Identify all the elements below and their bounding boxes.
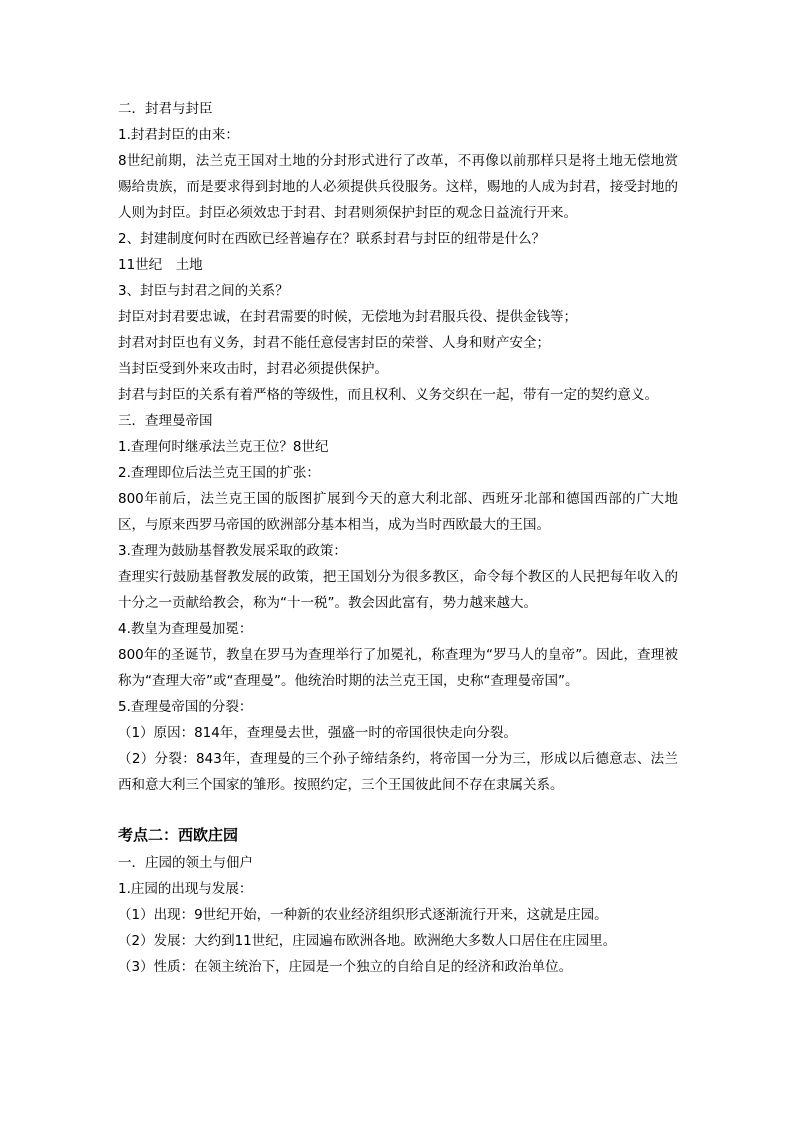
text-line-c1: 1.查理何时继承法兰克王位？8世纪	[118, 439, 329, 455]
text-line-d5: （3）性质：在领主统治下，庄园是一个独立的自给自足的经济和政治单位。	[118, 959, 573, 975]
section-gap	[118, 798, 678, 820]
text-line-a3-2: 封君对封臣也有义务，封君不能任意侵害封臣的荣誉、人身和财产安全；	[118, 335, 550, 351]
text-line-a3-4: 封君与封臣的关系有着严格的等级性，而且权利、义务交织在一起，带有一定的契约意义。	[118, 387, 658, 403]
document-page	[118, 96, 678, 980]
paragraph-p4: 800年的圣诞节，教皇在罗马为查理举行了加冕礼，称查理为“罗马人的皇帝”。因此，查理被称为“查理大帝”或“查理曼”。他统治时期的法兰克王国，史称“查理曼帝国”。	[118, 647, 678, 689]
text-line-q3: 3、封臣与封君之间的关系？	[118, 283, 289, 299]
text-line-d4: （2）发展：大约到11世纪，庄园遍布欧洲各地。欧洲绝大多数人口居住在庄园里。	[118, 933, 617, 949]
text-line-h2-title: 二．封君与封臣	[118, 101, 213, 117]
paragraph-p3: 查理实行鼓励基督教发展的政策，把王国划分为很多教区，命令每个教区的人民把每年收入的十分之一贡献给教会，称为“十一税”。教会因此富有，势力越来越大。	[118, 569, 678, 611]
text-line-c5-1: （1）原因：814年，查理曼去世，强盛一时的帝国很快走向分裂。	[118, 725, 517, 741]
text-line-a2: 11世纪 土地	[118, 257, 203, 273]
text-line-c4: 4.教皇为查理曼加冕：	[118, 621, 253, 637]
text-line-d3: （1）出现：9世纪开始，一种新的农业经济组织形式逐渐流行开来，这就是庄园。	[118, 907, 608, 923]
text-line-d1: 一．庄园的领土与佃户	[118, 855, 253, 871]
text-line-c3: 3.查理为鼓励基督教发展采取的政策：	[118, 543, 347, 559]
text-line-h3-title: 三．查理曼帝国	[118, 413, 213, 429]
text-line-a3-1: 封臣对封君要忠诚，在封君需要的时候，无偿地为封君服兵役、提供金钱等；	[118, 309, 577, 325]
text-line-c2: 2.查理即位后法兰克王国的扩张：	[118, 465, 320, 481]
paragraph-p1: 8世纪前期，法兰克王国对土地的分封形式进行了改革，不再像以前那样只是将土地无偿地赏赐给贵族，而是要求得到封地的人必须提供兵役服务。这样，赐地的人成为封君，接受封地的人则为封臣。封臣必须效忠于封君、封君则须保护封臣的观念日益流行开来。	[118, 153, 678, 221]
text-line-a3-3: 当封臣受到外来攻击时，封君必须提供保护。	[118, 361, 388, 377]
text-line-c5: 5.查理曼帝国的分裂：	[118, 699, 253, 715]
paragraph-p5: （2）分裂：843年，查理曼的三个孙子缔结条约，将帝国一分为三，形成以后德意志、法兰西和意大利三个国家的雏形。按照约定，三个王国彼此间不存在隶属关系。	[118, 751, 678, 793]
section-heading: 考点二：西欧庄园	[118, 826, 239, 844]
text-line-q2: 2、封建制度何时在西欧已经普遍存在？联系封君与封臣的纽带是什么？	[118, 231, 546, 247]
paragraph-p2: 800年前后，法兰克王国的版图扩展到今天的意大利北部、西班牙北部和德国西部的广大地区，与原来西罗马帝国的欧洲部分基本相当，成为当时西欧最大的王国。	[118, 491, 678, 533]
text-line-d2: 1.庄园的出现与发展：	[118, 881, 253, 897]
text-line-q1: 1.封君封臣的由来：	[118, 127, 239, 143]
